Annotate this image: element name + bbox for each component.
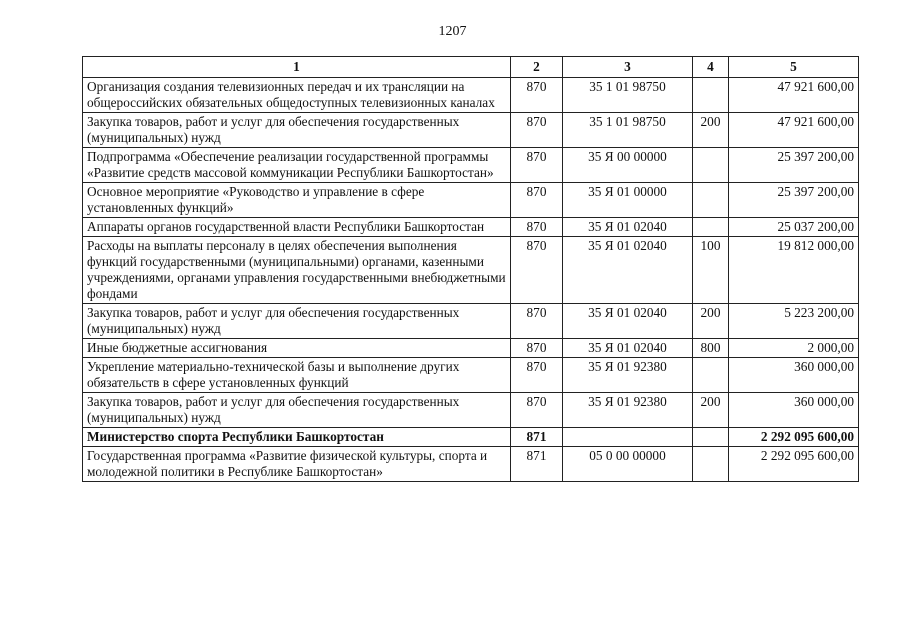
row-expense-type-cell: 200 <box>693 113 729 148</box>
row-expense-type-cell: 800 <box>693 339 729 358</box>
header-col-3: 3 <box>563 57 693 78</box>
row-expense-type-cell: 200 <box>693 304 729 339</box>
row-target-article-cell: 35 1 01 98750 <box>563 78 693 113</box>
row-name-cell: Подпрограмма «Обеспечение реализации государственной программы «Развитие средств массовой коммуникации Республики Башкортостан» <box>83 148 511 183</box>
row-amount-cell: 360 000,00 <box>729 358 859 393</box>
row-code-cell: 870 <box>511 113 563 148</box>
row-target-article-cell: 35 Я 01 92380 <box>563 358 693 393</box>
row-amount-cell: 25 037 200,00 <box>729 218 859 237</box>
row-target-article-cell: 35 Я 00 00000 <box>563 148 693 183</box>
row-name-cell: Укрепление материально-технической базы и выполнение других обязательств в сфере установленных функций <box>83 358 511 393</box>
row-expense-type-cell: 200 <box>693 393 729 428</box>
row-expense-type-cell <box>693 218 729 237</box>
row-amount-cell: 47 921 600,00 <box>729 113 859 148</box>
row-expense-type-cell <box>693 78 729 113</box>
row-name-cell: Основное мероприятие «Руководство и управление в сфере установленных функций» <box>83 183 511 218</box>
row-expense-type-cell <box>693 428 729 447</box>
table-row <box>83 237 859 304</box>
table-row <box>83 78 859 113</box>
table-row <box>83 339 859 358</box>
row-amount-cell: 2 000,00 <box>729 339 859 358</box>
row-amount-cell: 25 397 200,00 <box>729 183 859 218</box>
table-row <box>83 393 859 428</box>
row-amount-cell: 47 921 600,00 <box>729 78 859 113</box>
table-row <box>83 447 859 482</box>
header-col-2: 2 <box>511 57 563 78</box>
row-amount-cell: 25 397 200,00 <box>729 148 859 183</box>
row-code-cell: 870 <box>511 393 563 428</box>
header-col-1: 1 <box>83 57 511 78</box>
row-code-cell: 870 <box>511 148 563 183</box>
row-expense-type-cell <box>693 447 729 482</box>
row-target-article-cell <box>563 428 693 447</box>
row-name-cell: Министерство спорта Республики Башкортостан <box>83 428 511 447</box>
row-name-cell: Расходы на выплаты персоналу в целях обеспечения выполнения функций государственными (муниципальными) органами, казенными учреждениями, органами управления государственными внебюджетными фондами <box>83 237 511 304</box>
row-expense-type-cell <box>693 358 729 393</box>
row-amount-cell: 5 223 200,00 <box>729 304 859 339</box>
row-code-cell: 870 <box>511 218 563 237</box>
budget-table <box>82 56 859 482</box>
row-target-article-cell: 35 Я 01 92380 <box>563 393 693 428</box>
row-code-cell: 871 <box>511 447 563 482</box>
row-expense-type-cell <box>693 183 729 218</box>
row-name-cell: Аппараты органов государственной власти Республики Башкортостан <box>83 218 511 237</box>
header-row <box>83 57 859 78</box>
row-target-article-cell: 35 Я 01 02040 <box>563 339 693 358</box>
table-row <box>83 304 859 339</box>
table-row <box>83 428 859 447</box>
table-row <box>83 148 859 183</box>
row-expense-type-cell <box>693 148 729 183</box>
row-target-article-cell: 35 Я 01 00000 <box>563 183 693 218</box>
table-row <box>83 113 859 148</box>
row-code-cell: 870 <box>511 358 563 393</box>
page-number: 1207 <box>438 24 467 39</box>
table-row <box>83 183 859 218</box>
row-target-article-cell: 35 1 01 98750 <box>563 113 693 148</box>
row-amount-cell: 19 812 000,00 <box>729 237 859 304</box>
header-col-5: 5 <box>729 57 859 78</box>
row-code-cell: 870 <box>511 78 563 113</box>
row-code-cell: 870 <box>511 237 563 304</box>
row-amount-cell: 2 292 095 600,00 <box>729 428 859 447</box>
row-name-cell: Иные бюджетные ассигнования <box>83 339 511 358</box>
row-code-cell: 870 <box>511 339 563 358</box>
row-name-cell: Организация создания телевизионных передач и их трансляции на общероссийских обязательных общедоступных телевизионных каналах <box>83 78 511 113</box>
table-row <box>83 358 859 393</box>
row-amount-cell: 2 292 095 600,00 <box>729 447 859 482</box>
row-name-cell: Закупка товаров, работ и услуг для обеспечения государственных (муниципальных) нужд <box>83 393 511 428</box>
row-name-cell: Государственная программа «Развитие физической культуры, спорта и молодежной политики в Республике Башкортостан» <box>83 447 511 482</box>
row-name-cell: Закупка товаров, работ и услуг для обеспечения государственных (муниципальных) нужд <box>83 304 511 339</box>
row-target-article-cell: 35 Я 01 02040 <box>563 218 693 237</box>
row-code-cell: 871 <box>511 428 563 447</box>
table-body <box>83 78 859 482</box>
row-target-article-cell: 05 0 00 00000 <box>563 447 693 482</box>
row-expense-type-cell: 100 <box>693 237 729 304</box>
row-code-cell: 870 <box>511 304 563 339</box>
row-target-article-cell: 35 Я 01 02040 <box>563 304 693 339</box>
row-target-article-cell: 35 Я 01 02040 <box>563 237 693 304</box>
row-name-cell: Закупка товаров, работ и услуг для обеспечения государственных (муниципальных) нужд <box>83 113 511 148</box>
table-row <box>83 218 859 237</box>
header-col-4: 4 <box>693 57 729 78</box>
row-code-cell: 870 <box>511 183 563 218</box>
row-amount-cell: 360 000,00 <box>729 393 859 428</box>
